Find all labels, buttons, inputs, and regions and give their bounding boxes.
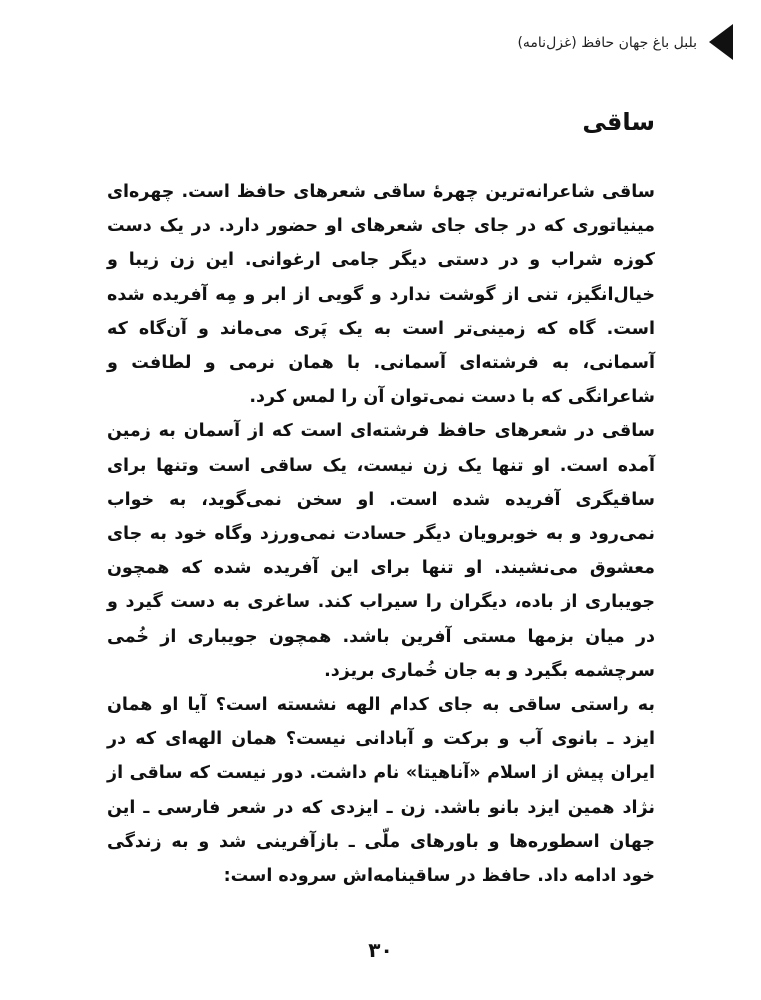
page-number: ۳۰ (368, 938, 393, 962)
paragraph: ساقی شاعرانه‌ترین چهرهٔ ساقی شعرهای حافظ است. چهره‌ای مینیاتوری که در جای جای شعرهای او حضور دارد. در یک دست کوزه شراب و در دستی دیگر جامی ارغوانی. این زن زیبا و خیال‌انگیز، تنی از گوشت ندارد و گویی از ابر و مِه آفریده شده است. گاه که زمینی‌تر است به یک پَری می‌ماند و آن‌گاه که آسمانی، به فرشته‌ای آسمانی. با همان نرمی و لطافت و شاعرانگی که با دست نمی‌توان آن را لمس کرد. (107, 182, 655, 408)
body-text (107, 175, 655, 893)
triangle-marker-icon (709, 24, 733, 60)
running-header-title: بلبل باغ جهان حافظ (غزل‌نامه) (517, 35, 697, 51)
section-title: ساقی (582, 108, 655, 136)
running-header (517, 24, 733, 60)
paragraph: به راستی ساقی به جای کدام الهه نشسته است؟ آیا او همان ایزد ـ بانوی آب و برکت و آبادانی نیست؟ همان الهه‌ای که در ایران پیش از اسلام «آناهیتا» نام داشت. دور نیست که ساقی از نژاد همین ایزد بانو باشد. زن ـ ایزدی که در شعر فارسی ـ این جهان اسطوره‌ها و باورهای ملّی ـ بازآفرینی شد و به زندگی خود ادامه داد. حافظ در ساقینامه‌اش سروده است: (107, 695, 655, 887)
paragraph: ساقی در شعرهای حافظ فرشته‌ای است که از آسمان به زمین آمده است. او تنها یک زن نیست، یک ساقی است وتنها برای ساقیگری آفریده شده است. او سخن نمی‌گوید، به خواب نمی‌رود و به خوبرویان دیگر حسادت نمی‌ورزد وگاه خود به جای معشوق می‌نشیند. او تنها برای این آفریده شده که همچون جویباری از باده، دیگران را سیراب کند. ساغری به دست گیرد و در میان بزمها مستی آفرین باشد. همچون جویباری از خُمی سرچشمه بگیرد و به جان خُماری بریزد. (107, 421, 655, 681)
